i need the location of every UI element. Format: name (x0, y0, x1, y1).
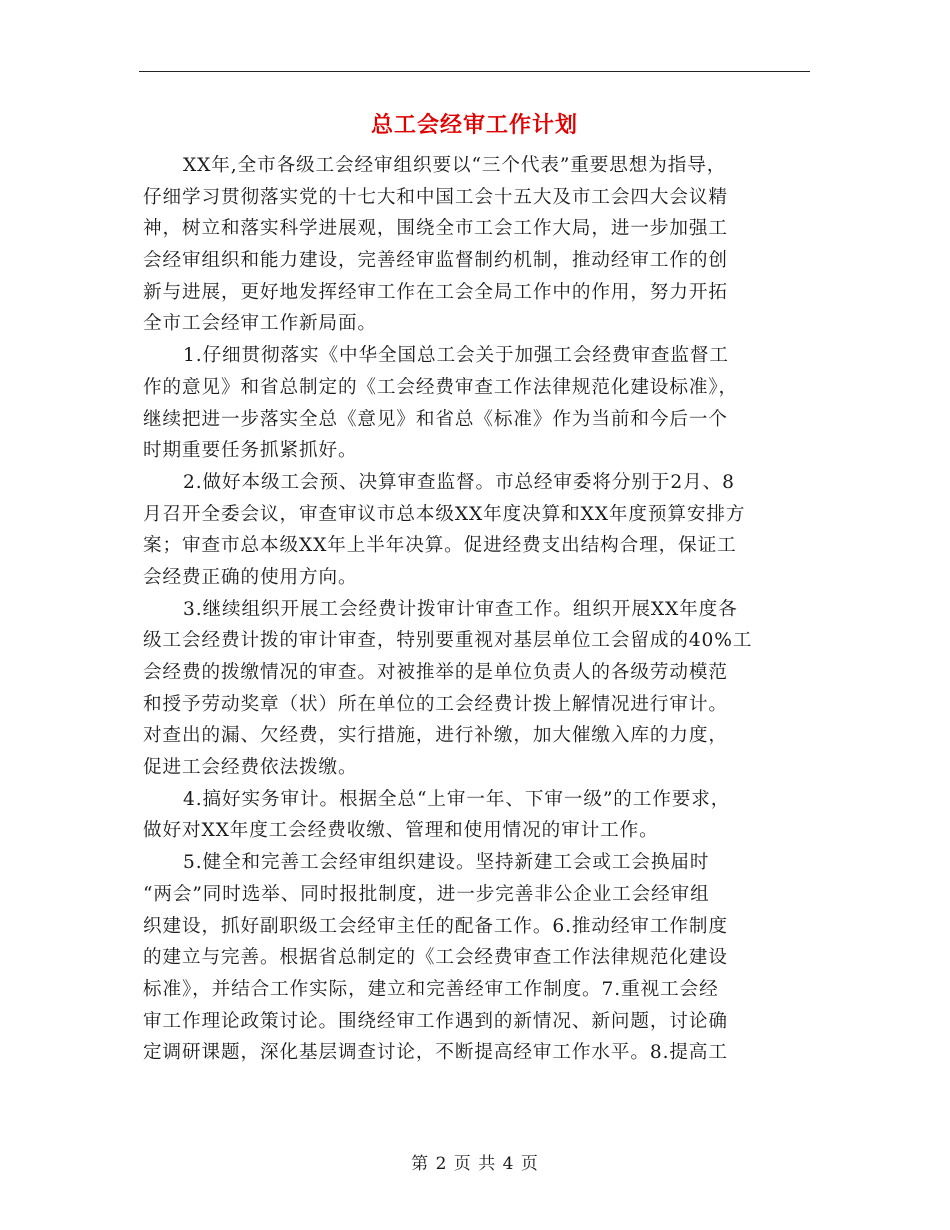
text-line: 的建立与完善。根据省总制定的《工会经费审查工作法律规范化建设 (143, 947, 728, 969)
text-line: XX年,全市各级工会经审组织要以“三个代表”重要思想为指导， (183, 155, 727, 176)
text-line: 织建设，抓好副职级工会经审主任的配备工作。6.推动经审工作制度 (143, 915, 728, 937)
text-line: 和授予劳动奖章（状）所在单位的工会经费计拨上解情况进行审计。 (143, 693, 728, 715)
text-line: 时期重要任务抓紧抓好。 (143, 440, 358, 462)
text-line: 神，树立和落实科学进展观，围绕全市工会工作大局，进一步加强工 (143, 218, 728, 240)
text-line: 4.搞好实务审计。根据全总“上审一年、下审一级”的工作要求， (183, 788, 731, 810)
text-line: 标准》，并结合工作实际，建立和完善经审工作制度。7.重视工会经 (143, 978, 719, 1000)
text-line: 5.健全和完善工会经审组织建设。坚持新建工会或工会换届时 (183, 852, 710, 874)
page-number: 第 2 页 共 4 页 (411, 1154, 539, 1174)
header-rule (139, 71, 810, 72)
text-line: 对查出的漏、欠经费，实行措施，进行补缴，加大催缴入库的力度， (143, 725, 728, 747)
text-line: 会经审组织和能力建设，完善经审监督制约机制，推动经审工作的创 (143, 250, 728, 272)
text-line: 作的意见》和省总制定的《工会经费审查工作法律规范化建设标准》， (143, 376, 739, 398)
text-line: 仔细学习贯彻落实党的十七大和中国工会十五大及市工会四大会议精 (143, 186, 728, 208)
text-line: 1.仔细贯彻落实《中华全国总工会关于加强工会经费审查监督工 (183, 345, 729, 367)
text-line: 级工会经费计拨的审计审查，特别要重视对基层单位工会留成的40%工 (143, 630, 753, 652)
text-line: “两会”同时选举、同时报批制度，进一步完善非公企业工会经审组 (143, 883, 710, 905)
text-line: 促进工会经费依法拨缴。 (143, 757, 358, 779)
text-line: 定调研课题，深化基层调查讨论，不断提高经审工作水平。8.提高工 (143, 1042, 728, 1064)
document-body (143, 150, 813, 1069)
text-line: 案；审查市总本级XX年上半年决算。促进经费支出结构合理，保证工 (143, 535, 737, 557)
text-line: 审工作理论政策讨论。围绕经审工作遇到的新情况、新问题，讨论确 (143, 1010, 728, 1032)
document-title: 总工会经审工作计划 (370, 112, 578, 138)
text-line: 月召开全委会议，审查审议市总本级XX年度决算和XX年度预算安排方 (143, 503, 746, 525)
page-footer (0, 1152, 950, 1176)
text-line: 会经费正确的使用方向。 (143, 566, 358, 588)
text-line: 继续把进一步落实全总《意见》和省总《标准》作为当前和今后一个 (143, 408, 728, 430)
text-line: 会经费的拨缴情况的审查。对被推举的是单位负责人的各级劳动模范 (143, 662, 728, 683)
text-line: 全市工会经审工作新局面。 (143, 313, 377, 335)
text-line: 2.做好本级工会预、决算审查监督。市总经审委将分别于2月、8 (183, 471, 735, 493)
text-line: 做好对XX年度工会经费收缴、管理和使用情况的审计工作。 (143, 820, 659, 842)
text-line: 3.继续组织开展工会经费计拨审计审查工作。组织开展XX年度各 (183, 598, 738, 620)
text-line: 新与进展，更好地发挥经审工作在工会全局工作中的作用，努力开拓 (143, 281, 728, 303)
